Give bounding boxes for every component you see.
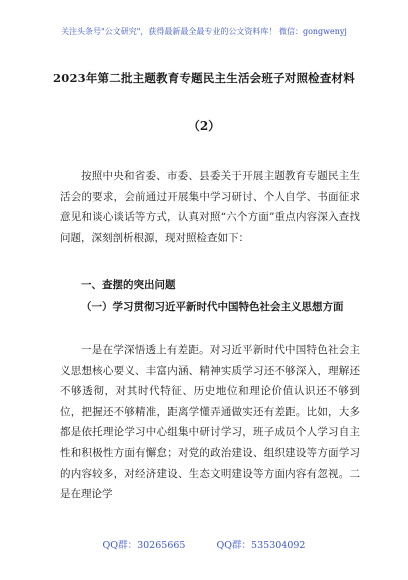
section-heading: 一、查摆的突出问题 [81, 279, 176, 291]
document-title: 2023年第二批主题教育专题民主生活会班子对照检查材料 [53, 71, 355, 85]
document-subtitle: （2） [187, 119, 221, 133]
main-paragraph: 一是在学深悟透上有差距。对习近平新时代中国特色社会主义思想核心要义、丰富内涵、精神实质学习还不够深入，理解还不够透彻，对其时代特征、历史地位和理论价值认识还不够到位，把握还不够精准，距离学懂弄通做实还有差距。比如，大多都是依托理论学习中心组集中研讨学习，班子成员个人学习自主性和积极性方面有懈怠；对党的政治建设、组织建设等方面学习的内容较多，对经济建设、生态文明建设等方面内容有忽视。二是在理论学 [60, 344, 360, 501]
footer [0, 537, 408, 551]
footer-qq-group-1: QQ群：30265665 [102, 540, 186, 551]
footer-qq-group-2: QQ群：535304092 [216, 540, 306, 551]
header-promo-note: 关注头条号"公文研究"，获得最新最全最专业的公文资料库！ 微信：gongwenyj [61, 27, 347, 36]
intro-paragraph: 按照中央和省委、市委、县委关于开展主题教育专题民主生活会的要求，会前通过开展集中学习研讨、个人自学、书面征求意见和谈心谈话等方式，认真对照“六个方面”重点内容深入查找问题，深刻剖析根源，现对照检查如下： [60, 170, 360, 244]
subsection-heading: （一）学习贯彻习近平新时代中国特色社会主义思想方面 [81, 301, 344, 313]
